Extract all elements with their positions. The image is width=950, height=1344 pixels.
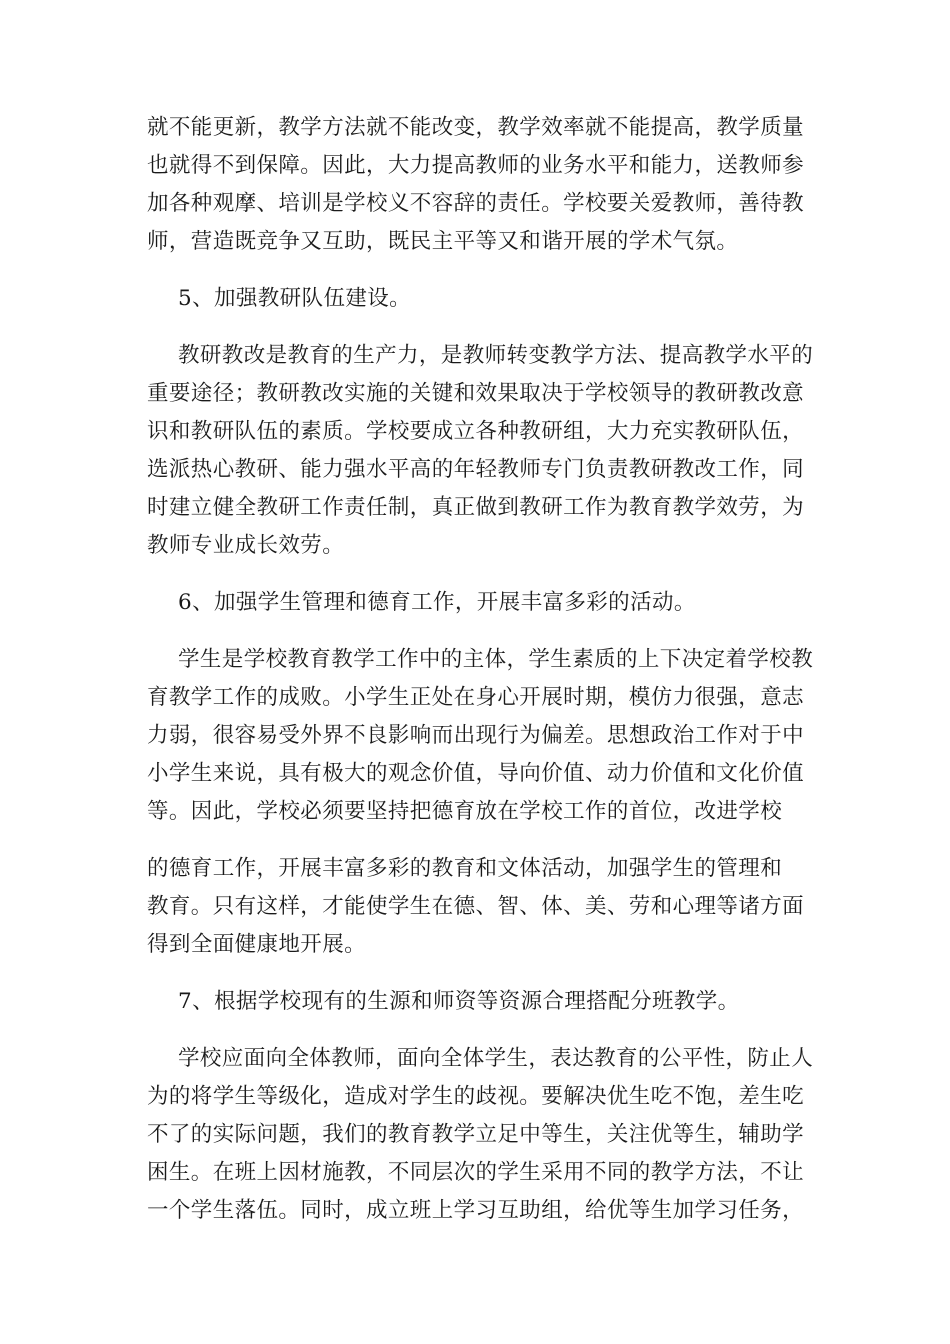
body-text-line: 教育。只有这样，才能使学生在德、智、体、美、劳和心理等诸方面 — [147, 894, 805, 919]
body-text-line: 育教学工作的成败。小学生正处在身心开展时期，模仿力很强，意志 — [147, 685, 805, 710]
body-text-line: 教研教改是教育的生产力，是教师转变教学方法、提高教学水平的 — [178, 343, 814, 368]
body-text-line: 选派热心教研、能力强水平高的年轻教师专门负责教研教改工作，同 — [147, 457, 805, 482]
body-text-line: 得到全面健康地开展。 — [147, 932, 367, 957]
body-text-line: 重要途径；教研教改实施的关键和效果取决于学校领导的教研教改意 — [147, 381, 805, 406]
body-text-line: 等。因此，学校必须要坚持把德育放在学校工作的首位，改进学校 — [147, 799, 783, 824]
body-text-line: 学校应面向全体教师，面向全体学生，表达教育的公平性，防止人 — [178, 1046, 814, 1071]
body-text-line: 的德育工作，开展丰富多彩的教育和文体活动，加强学生的管理和 — [147, 856, 783, 881]
body-text-line: 小学生来说，具有极大的观念价值，导向价值、动力价值和文化价值 — [147, 761, 805, 786]
body-text-line: 也就得不到保障。因此，大力提高教师的业务水平和能力，送教师参 — [147, 153, 805, 178]
body-text-line: 师，营造既竞争又互助，既民主平等又和谐开展的学术气氛。 — [147, 229, 739, 254]
body-text-line: 教师专业成长效劳。 — [147, 533, 345, 558]
body-text-line: 学生是学校教育教学工作中的主体，学生素质的上下决定着学校教 — [178, 647, 814, 672]
section-heading: 7、根据学校现有的生源和师资等资源合理搭配分班教学。 — [178, 989, 740, 1014]
body-text-line: 一个学生落伍。同时，成立班上学习互助组，给优等生加学习任务， — [147, 1198, 805, 1223]
body-text-line: 时建立健全教研工作责任制，真正做到教研工作为教育教学效劳，为 — [147, 495, 805, 520]
body-text-line: 识和教研队伍的素质。学校要成立各种教研组，大力充实教研队伍， — [147, 419, 805, 444]
body-text-line: 不了的实际问题，我们的教育教学立足中等生，关注优等生，辅助学 — [147, 1122, 805, 1147]
section-heading: 6、加强学生管理和德育工作，开展丰富多彩的活动。 — [178, 590, 696, 615]
body-text-line: 为的将学生等级化，造成对学生的歧视。要解决优生吃不饱，差生吃 — [147, 1084, 805, 1109]
body-text-line: 困生。在班上因材施教，不同层次的学生采用不同的教学方法，不让 — [147, 1160, 805, 1185]
body-text-line: 加各种观摩、培训是学校义不容辞的责任。学校要关爱教师，善待教 — [147, 191, 805, 216]
section-heading: 5、加强教研队伍建设。 — [178, 286, 412, 311]
body-text-line: 就不能更新，教学方法就不能改变，教学效率就不能提高，教学质量 — [147, 115, 805, 140]
body-text-line: 力弱，很容易受外界不良影响而出现行为偏差。思想政治工作对于中 — [147, 723, 805, 748]
